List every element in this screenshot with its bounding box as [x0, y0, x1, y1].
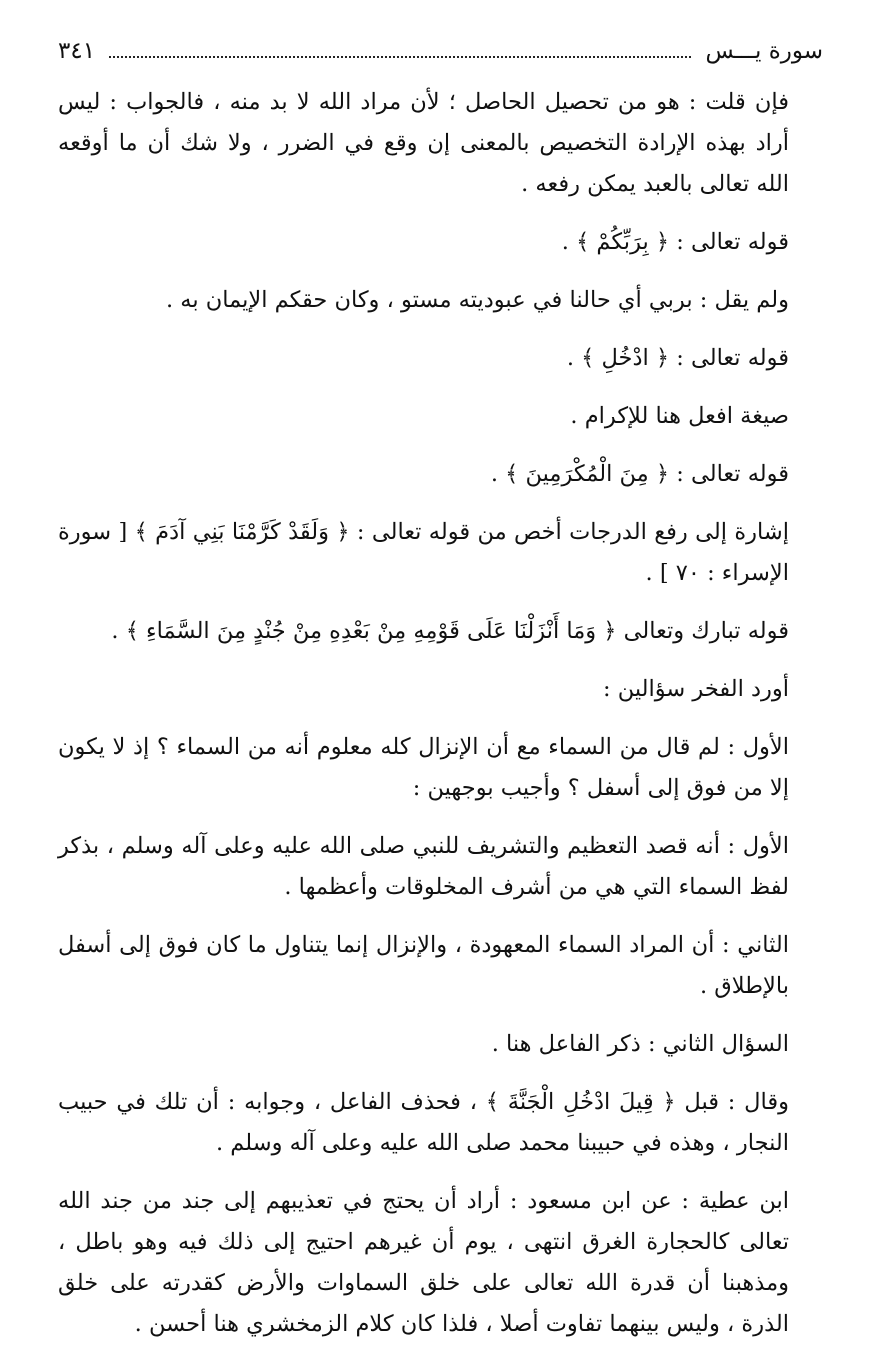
paragraph-text: قوله تعالى : ﴿ ادْخُلِ ﴾ . [566, 345, 789, 371]
paragraph [58, 611, 823, 652]
paragraph-text: الأول : لم قال من السماء مع أن الإنزال كله معلوم أنه من السماء ؟ إذ لا يكون إلا من فوق إلى أسفل ؟ وأجيب بوجهين : [58, 734, 789, 801]
paragraph-text: ولم يقل : بربي أي حالنا في عبوديته مستو ، وكان حقكم الإيمان به . [165, 287, 789, 313]
paragraph [58, 727, 823, 809]
paragraph [58, 925, 823, 1007]
paragraph-text: الثاني : أن المراد السماء المعهودة ، والإنزال إنما يتناول ما كان فوق إلى أسفل بالإطلاق . [58, 932, 789, 999]
header-dotted-leader [109, 46, 691, 58]
paragraph-text: قوله تبارك وتعالى ﴿ وَمَا أَنْزَلْنَا عَلَى قَوْمِهِ مِنْ بَعْدِهِ مِنْ جُنْدٍ مِنَ السَّمَاءِ ﴾ . [111, 618, 789, 644]
paragraph [58, 82, 823, 205]
paragraph-text: الأول : أنه قصد التعظيم والتشريف للنبي صلى الله عليه وعلى آله وسلم ، بذكر لفظ السماء التي هي من أشرف المخلوقات وأعظمها . [58, 833, 789, 900]
paragraph [58, 396, 823, 437]
paragraph-text: قوله تعالى : ﴿ مِنَ الْمُكْرَمِينَ ﴾ . [490, 461, 789, 487]
paragraph [58, 1082, 823, 1164]
page-header [58, 38, 823, 82]
paragraph [58, 512, 823, 594]
paragraph-text: أورد الفخر سؤالين : [603, 676, 789, 702]
paragraph-text: قوله تعالى : ﴿ بِرَبِّكُمْ ﴾ . [561, 229, 789, 255]
page-number: ٣٤١ [58, 38, 96, 64]
paragraph [58, 1181, 823, 1345]
paragraph-text: فإن قلت : هو من تحصيل الحاصل ؛ لأن مراد الله لا بد منه ، فالجواب : ليس أراد بهذه الإرادة التخصيص بالمعنى إن وقع في الضرر ، ولا شك أن ما أوقعه الله تعالى بالعبد يمكن رفعه . [58, 89, 789, 197]
paragraph [58, 454, 823, 495]
paragraph-text: ابن عطية : عن ابن مسعود : أراد أن يحتج في تعذيبهم إلى جند من جند الله تعالى كالحجارة الغرق انتهى ، يوم أن غيرهم احتيج إلى ذلك فيه وهو باطل ، ومذهبنا أن قدرة الله تعالى على خلق السماوات والأرض كقدرته على خلق الذرة ، وليس بينهما تفاوت أصلا ، فلذا كان كلام الزمخشري هنا أحسن . [58, 1188, 789, 1337]
paragraph-text: إشارة إلى رفع الدرجات أخص من قوله تعالى : ﴿ وَلَقَدْ كَرَّمْنَا بَنِي آدَمَ ﴾ [ سورة الإسراء : ٧٠ ] . [58, 519, 789, 586]
paragraph-text: السؤال الثاني : ذكر الفاعل هنا . [491, 1031, 789, 1057]
paragraph [58, 669, 823, 710]
paragraph-text: وقال : قبل ﴿ قِيلَ ادْخُلِ الْجَنَّةَ ﴾ ، فحذف الفاعل ، وجوابه : أن تلك في حبيب النجار ، وهذه في حبيبنا محمد صلى الله عليه وعلى آله وسلم . [58, 1089, 789, 1156]
paragraph [58, 338, 823, 379]
paragraph-text: صيغة افعل هنا للإكرام . [570, 403, 789, 429]
paragraph [58, 222, 823, 263]
paragraph [58, 1024, 823, 1065]
surah-title: سورة يـــس [705, 38, 823, 64]
paragraph [58, 280, 823, 321]
paragraph [58, 826, 823, 908]
